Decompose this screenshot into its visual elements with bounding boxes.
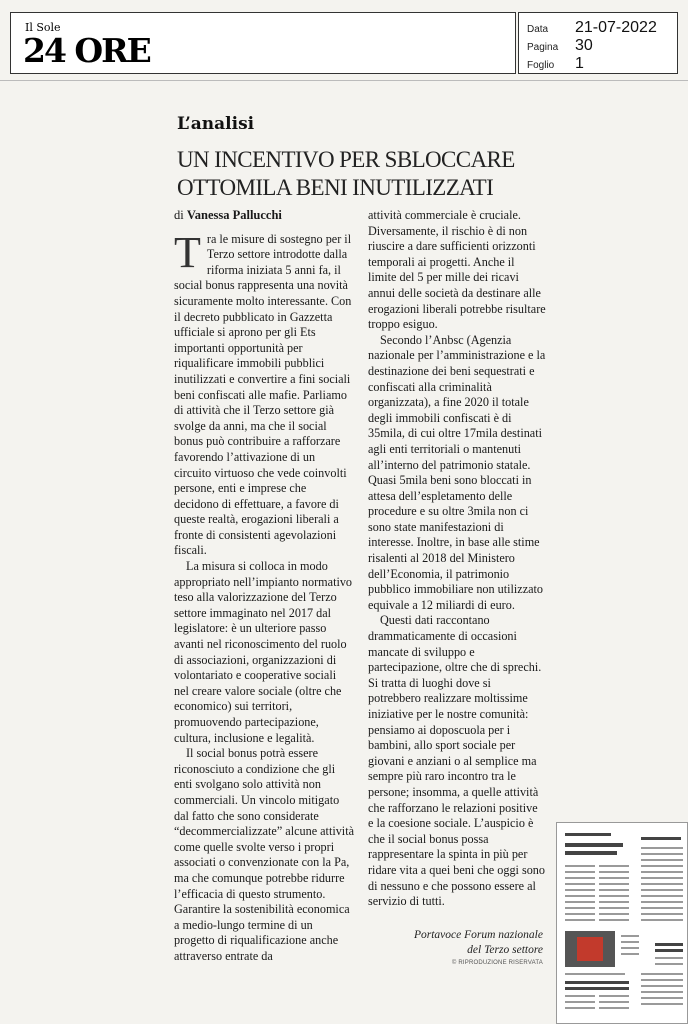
logo-subtitle: Il Sole bbox=[25, 21, 61, 34]
page-thumbnail bbox=[556, 822, 688, 1024]
article-column-2 bbox=[368, 208, 546, 910]
drop-cap: T bbox=[174, 227, 201, 277]
newspaper-logo: 24 ORE bbox=[23, 31, 150, 70]
paragraph: attività commerciale è cruciale. Diversamente, il rischio è di non riuscire a dare sufficienti orizzonti temporali ai progetti. Anche il limite del 5 per mille dei ricavi annui delle società da destinare alle erogazioni liberali potrebbe risultare troppo esiguo. bbox=[368, 208, 546, 332]
meta-value: 30 bbox=[575, 37, 593, 54]
paragraph: Secondo l’Anbsc (Agenzia nazionale per l’amministrazione e la destinazione dei beni sequestrati e confiscati alla criminalità organizzata), a fine 2020 il totale degli immobili confiscati è di 35mila, di cui oltre 17mila destinati agli enti territoriali o mantenuti all’interno del patrimonio statale. Quasi 5mila beni sono bloccati in attesa dell’espletamento delle procedure e su oltre 3mila non ci sono state manifestazioni di interesse. Inoltre, in base alle stime risalenti al 2018 del Ministero dell’Economia, il patrimonio pubblico immobiliare non utilizzato equivale a 12 miliardi di euro. bbox=[368, 332, 546, 612]
paragraph-text: ra le misure di sostegno per il Terzo settore introdotte dalla riforma iniziata 5 anni fa, il social bonus rappresenta una novità sicuramente molto interessante. Con il decreto pubblicato in Gazzetta ufficiale si aprono per gli Ets importanti opportunità per riqualificare immobili pubblici inutilizzati e convertire a fini sociali beni confiscati alle mafie. Parliamo di attività che il Terzo settore già svolge da anni, ma che il social bonus può contribuire a rafforzare favorendo l’attivazione di un circuito virtuoso che vede coinvolti persone, enti e imprese che decidono di effettuare, a favore di queste realtà, erogazioni liberali a fronte di consistenti agevolazioni fiscali. bbox=[174, 231, 352, 558]
header-divider bbox=[0, 80, 688, 81]
article-kicker: L’analisi bbox=[177, 114, 255, 134]
author-name: Vanessa Pallucchi bbox=[186, 208, 282, 222]
paragraph: La misura si colloca in modo appropriato nell’impianto normativo teso alla valorizzazione del Terzo settore immaginato nel 2017 dal legislatore: è un ulteriore passo avanti nel riconoscimento del ruolo di associazioni, organizzazioni di volontariato e cooperative sociali nel creare valore sociale (oltre che economico) sui territori, promuovendo partecipazione, cultura, inclusione e legalità. bbox=[174, 559, 353, 745]
clipping-metadata bbox=[518, 12, 678, 74]
paragraph bbox=[174, 227, 354, 559]
author-role-line-1: Portavoce Forum nazionale bbox=[413, 929, 543, 941]
meta-label: Foglio bbox=[527, 60, 555, 71]
meta-row-date bbox=[527, 19, 677, 37]
article-headline: UN INCENTIVO PER SBLOCCARE OTTOMILA BENI INUTILIZZATI bbox=[177, 147, 515, 200]
copyright-notice: © RIPRODUZIONE RISERVATA bbox=[451, 960, 543, 966]
meta-label: Pagina bbox=[527, 42, 559, 53]
meta-label: Data bbox=[527, 24, 549, 35]
paragraph: Questi dati raccontano drammaticamente di occasioni mancate di sviluppo e partecipazione, oltre che di sprechi. Si tratta di luoghi dove si potrebbero realizzare moltissime iniziative per le nostre comunità: pensiamo ai doposcuola per i bambini, allo sport sociale per giovani e anziani o al semplice ma sempre più raro incontro tra le persone; insomma, a quelle attività che rafforzano le relazioni positive e la coesione sociale. L’auspicio è che il social bonus possa rappresentare la spinta in più per ridare vita a quei beni che oggi sono di nessuno e che possono essere al servizio di tutti. bbox=[368, 613, 545, 909]
paragraph: Il social bonus potrà essere riconosciuto a condizione che gli enti svolgano solo attività non commerciali. Un vincolo mitigato dal fatto che sono considerate “decommercializzate” alcune attività come quelle svolte verso i propri associati o convenzionate con la Pa, ma che comunque potrebbe ridurre l’efficacia di questo strumento. Garantire la sostenibilità economica a medio-lungo termine di un progetto di riqualificazione anche attraverso entrate da bbox=[174, 746, 354, 963]
meta-value: 21-07-2022 bbox=[575, 19, 657, 36]
author-role-line-2: del Terzo settore bbox=[467, 944, 543, 956]
meta-value: 1 bbox=[575, 55, 584, 72]
byline-prefix: di bbox=[174, 208, 184, 222]
article-column-1 bbox=[174, 208, 354, 965]
newspaper-header bbox=[10, 12, 516, 74]
meta-row-page bbox=[527, 37, 677, 55]
meta-row-sheet bbox=[527, 55, 677, 73]
byline bbox=[174, 208, 354, 224]
